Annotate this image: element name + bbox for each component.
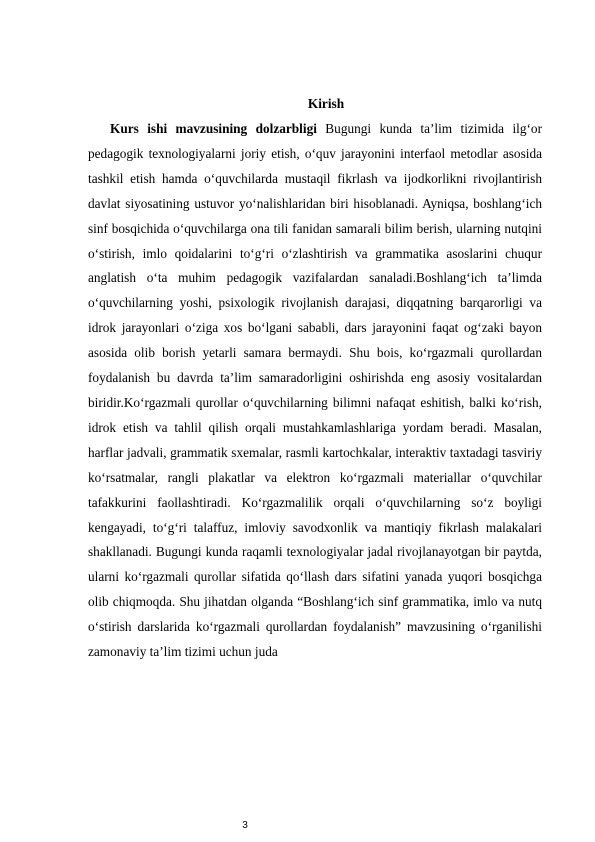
section-heading: Kirish	[307, 96, 345, 111]
paragraph-text: Bugungi kunda ta’lim tizimida ilg‘or pedagogik texnologiyalarni joriy etish, o‘quv jarayonini interfaol metodlar asosida tashkil etish hamda o‘quvchilarda mustaqil fikrlash va ijodkorlikni rivojlantirish davlat siyosatining ustuvor yo‘nalishlaridan biri hisoblanadi. Ayniqsa, boshlang‘ich sinf bosqichida o‘quvchilarga ona tili fanidan samarali bilim berish, ularning nutqini o‘stirish, imlo qoidalarini to‘g‘ri o‘zlashtirish va grammatika asoslarini chuqur anglatish o‘ta muhim pedagogik vazifalardan sanaladi.Boshlang‘ich ta’limda o‘quvchilarning yoshi, psixologik rivojlanish darajasi, diqqatning barqarorligi va idrok jarayonlari o‘ziga xos bo‘lgani sababli, dars jarayonini faqat og‘zaki bayon asosida olib borish yetarli samara bermaydi. Shu bois, ko‘rgazmali qurollardan foydalanish bu davrda ta’lim samaradorligini oshirishda eng asosiy vositalardan biridir.Ko‘rgazmali qurollar o‘quvchilarning bilimni nafaqat eshitish, balki ko‘rish, idrok etish va tahlil qilish orqali mustahkamlashlariga yordam beradi. Masalan, harflar jadvali, grammatik sxemalar, rasmli kartochkalar, interaktiv taxtadagi tasviriy ko‘rsatmalar, rangli plakatlar va elektron ko‘rgazmali materiallar o‘quvchilar tafakkurini faollashtiradi. Ko‘rgazmalilik orqali o‘quvchilarning so‘z boyligi kengayadi, to‘g‘ri talaffuz, imloviy savodxonlik va mantiqiy fikrlash malakalari shakllanadi. Bugungi kunda raqamli texnologiyalar jadal rivojlanayotgan bir paytda, ularni ko‘rgazmali qurollar sifatida qo‘llash dars sifatini yanada yuqori bosqichga olib chiqmoqda. Shu jihatdan olganda “Boshlang‘ich sinf grammatika, imlo va nutq o‘stirish darslarida ko‘rgazmali qurollardan foydalanish” mavzusining o‘rganilishi zamonaviy ta’lim tizimi uchun juda	[88, 121, 543, 660]
body-paragraph	[88, 117, 542, 665]
paragraph-lead: Kurs ishi mavzusining dolzarbligi	[110, 121, 317, 136]
page-number: 3	[242, 820, 248, 831]
